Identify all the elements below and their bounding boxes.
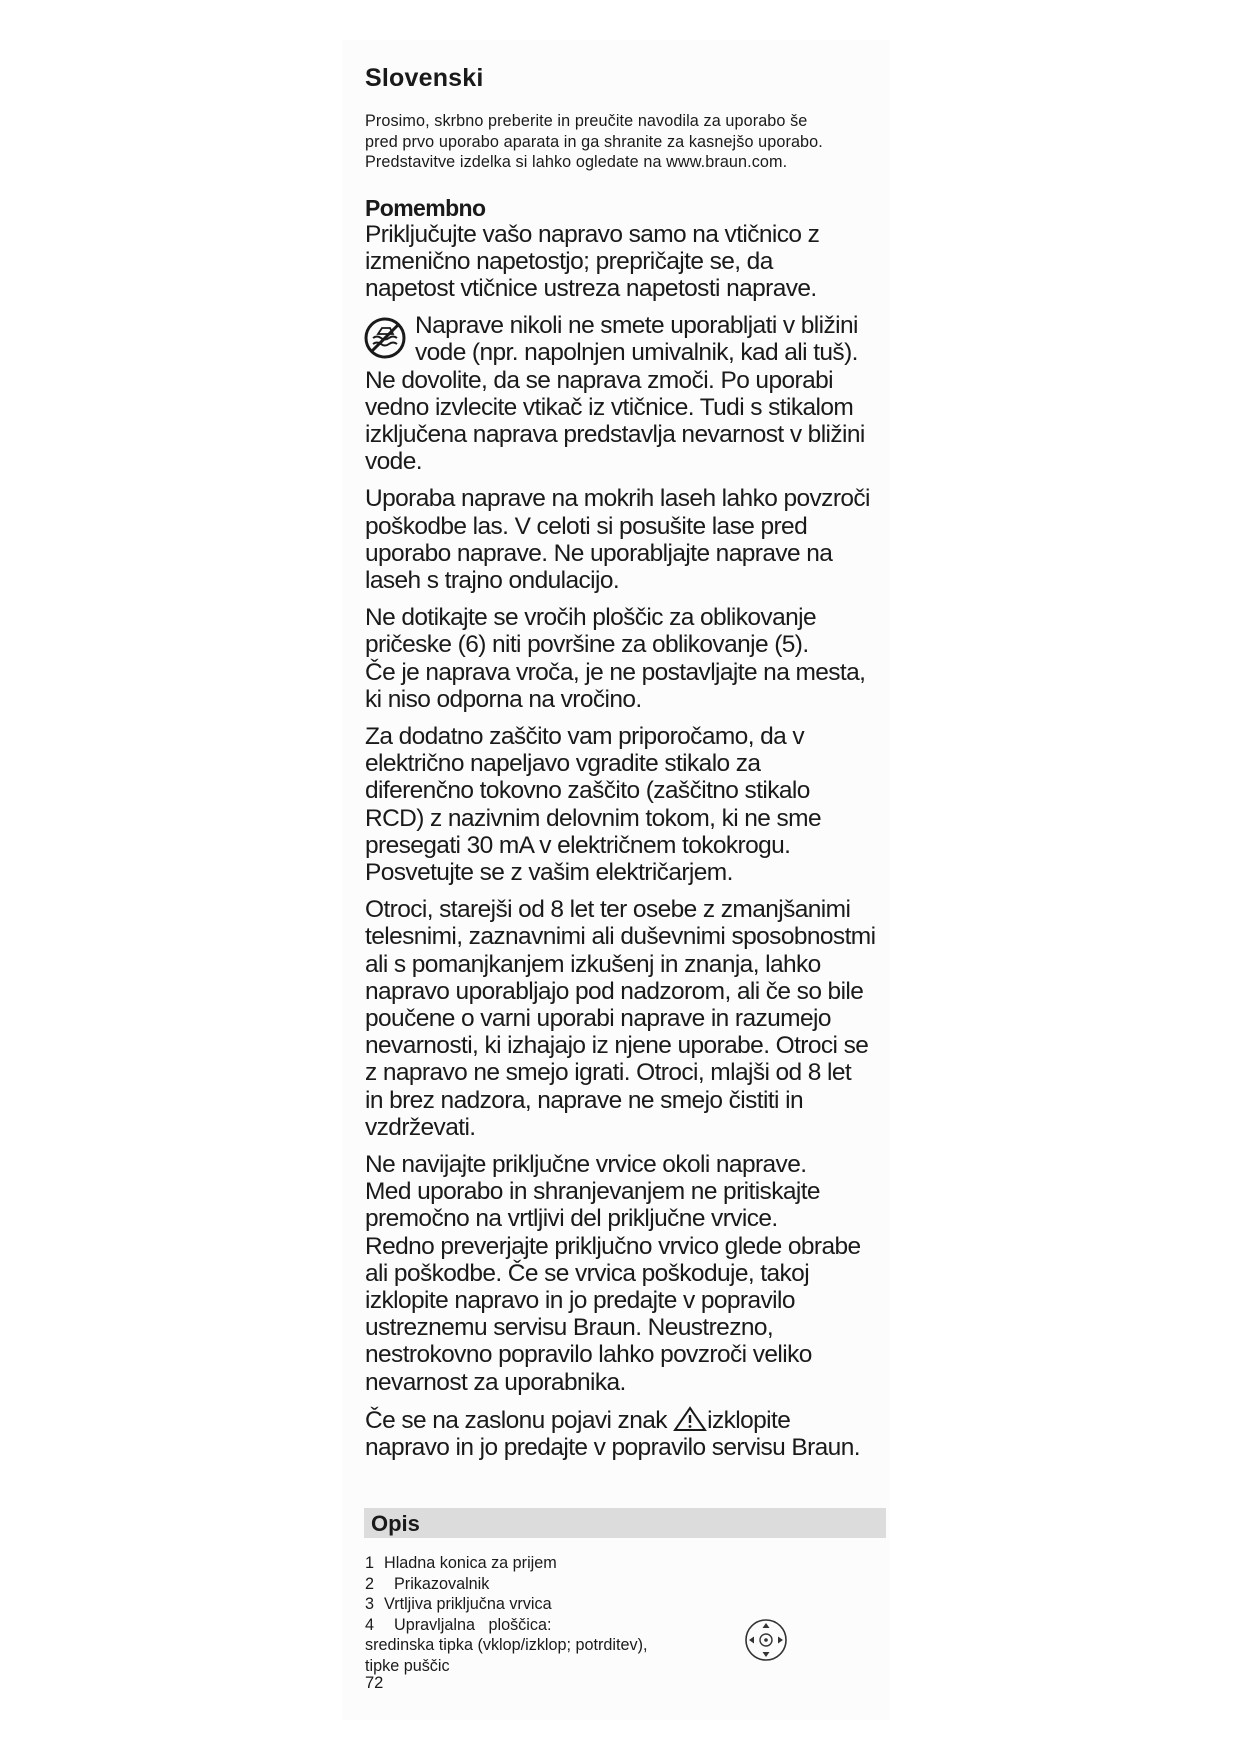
list-item	[365, 1553, 885, 1574]
text-line: premočno na vrtljivi del priključne vrvice.	[365, 1205, 778, 1233]
text-line: električno napeljavo vgradite stikalo za	[365, 750, 761, 778]
water-warning-paragraph	[365, 312, 905, 475]
important-paragraph	[365, 221, 905, 303]
text-line: Priključujte vašo napravo samo na vtičnico z	[365, 220, 820, 248]
text-line: vode (npr. napolnjen umivalnik, kad ali tuš).	[415, 339, 858, 367]
text-line: uporabo naprave. Ne uporabljajte naprave na	[365, 539, 833, 567]
text-line: vode.	[365, 448, 422, 476]
list-item	[365, 1594, 885, 1615]
item-text: Vrtljiva priključna vrvica	[384, 1595, 552, 1613]
wet-hair-paragraph	[365, 485, 905, 594]
text-line: Ne dotikajte se vročih ploščic za oblikovanje	[365, 604, 816, 632]
item-subtext: sredinska tipka (vklop/izklop; potrditev),	[365, 1636, 648, 1654]
text-line: presegati 30 mA v električnem tokokrogu.	[365, 831, 791, 859]
item-subtext: tipke puščic	[365, 1656, 450, 1675]
text-line: vzdrževati.	[365, 1113, 476, 1141]
text-line: Za dodatno zaščito vam priporočamo, da v	[365, 722, 805, 750]
text-line: napravo uporabljajo pod nadzorom, ali če so bile	[365, 977, 864, 1005]
text-line: nevarnost za uporabnika.	[365, 1368, 626, 1396]
safety-text	[365, 195, 905, 1462]
intro-paragraph	[365, 111, 905, 173]
text-line: napravo in jo predajte v popravilo servisu Braun.	[365, 1434, 860, 1462]
warning-triangle-icon	[673, 1406, 707, 1432]
hot-plates-paragraph	[365, 604, 905, 713]
text-line: nevarnosti, ki izhajajo iz njene uporabe. Otroci se	[365, 1032, 869, 1060]
text-line: Med uporabo in shranjevanjem ne pritiskajte	[365, 1178, 820, 1206]
item-text: Prikazovalnik	[394, 1574, 490, 1593]
text-line: nestrokovno popravilo lahko povzroči veliko	[365, 1341, 812, 1369]
text-line: ustreznemu servisu Braun. Neustrezno,	[365, 1314, 774, 1342]
text-line: telesnimi, zaznavnimi ali duševnimi sposobnostmi	[365, 923, 876, 951]
cord-paragraph	[365, 1151, 905, 1396]
section-title: Opis	[371, 1511, 420, 1536]
text-line: Posvetujte se z vašim električarjem.	[365, 858, 733, 886]
text-line: Če je naprava vroča, je ne postavljajte na mesta,	[365, 658, 866, 686]
text-line: Uporaba naprave na mokrih laseh lahko povzroči	[365, 485, 870, 513]
text-line: ki niso odporna na vročino.	[365, 685, 642, 713]
text-fragment: Če se na zaslonu pojavi znak	[365, 1406, 674, 1434]
text-line: izmenično napetostjo; prepričajte se, da	[365, 247, 773, 275]
text-line: izključena naprava predstavlja nevarnost v bližini	[365, 420, 865, 448]
item-text: Hladna konica za prijem	[384, 1554, 557, 1572]
text-line: poškodbe las. V celoti si posušite lase pred	[365, 512, 808, 540]
text-line: Redno preverjajte priključno vrvico glede obrabe	[365, 1232, 861, 1260]
item-number: 1	[365, 1554, 375, 1572]
text-line: in brez nadzora, naprave ne smejo čistiti in	[365, 1086, 803, 1114]
control-pad-icon	[744, 1618, 788, 1662]
text-line: Ne navijajte priključne vrvice okoli naprave.	[365, 1151, 807, 1178]
no-water-icon	[363, 316, 407, 360]
item-number: 3	[365, 1595, 375, 1613]
intro-line: pred prvo uporabo aparata in ga shranite za kasnejšo uporabo.	[365, 132, 823, 151]
text-line: napetost vtičnice ustreza napetosti naprave.	[365, 274, 817, 302]
important-heading: Pomembno	[365, 194, 486, 221]
page-title: Slovenski	[365, 64, 484, 92]
item-text: Upravljalna ploščica:	[394, 1615, 552, 1634]
page-number: 72	[365, 1674, 384, 1692]
text-line: Naprave nikoli ne smete uporabljati v bližini	[415, 312, 858, 340]
text-line: z napravo ne smejo igrati. Otroci, mlajši od 8 let	[365, 1059, 852, 1087]
text-line: Otroci, starejši od 8 let ter osebe z zmanjšanimi	[365, 896, 851, 924]
text-line: ali poškodbe. Če se vrvica poškoduje, takoj	[365, 1259, 810, 1287]
intro-line: Prosimo, skrbno preberite in preučite navodila za uporabo še	[365, 112, 808, 130]
children-paragraph	[365, 896, 905, 1141]
text-fragment: izklopite	[707, 1406, 791, 1434]
text-line: vedno izvlecite vtikač iz vtičnice. Tudi s stikalom	[365, 393, 854, 421]
text-line	[365, 1406, 905, 1434]
text-line: Ne dovolite, da se naprava zmoči. Po uporabi	[365, 366, 833, 394]
text-line: laseh s trajno ondulacijo.	[365, 566, 620, 594]
display-warning-paragraph	[365, 1406, 905, 1461]
list-item	[365, 1615, 885, 1636]
document-content	[365, 64, 905, 1471]
text-line: diferenčno tokovno zaščito (zaščitno stikalo	[365, 777, 810, 805]
list-item	[365, 1574, 885, 1595]
text-line: ali s pomanjkanjem izkušenj in znanja, lahko	[365, 950, 821, 978]
item-number: 4	[365, 1615, 375, 1634]
intro-line: Predstavitve izdelka si lahko ogledate na www.braun.com.	[365, 153, 788, 171]
text-line: izklopite napravo in jo predajte v popravilo	[365, 1287, 795, 1315]
parts-list	[365, 1553, 885, 1676]
section-header-bar	[364, 1508, 886, 1538]
text-line: RCD) z nazivnim delovnim tokom, ki ne sme	[365, 804, 822, 832]
text-line: pričeske (6) niti površine za oblikovanje (5).	[365, 631, 809, 659]
item-number: 2	[365, 1574, 375, 1593]
rcd-paragraph	[365, 723, 905, 886]
text-line: poučene o varni uporabi naprave in razumejo	[365, 1004, 831, 1032]
